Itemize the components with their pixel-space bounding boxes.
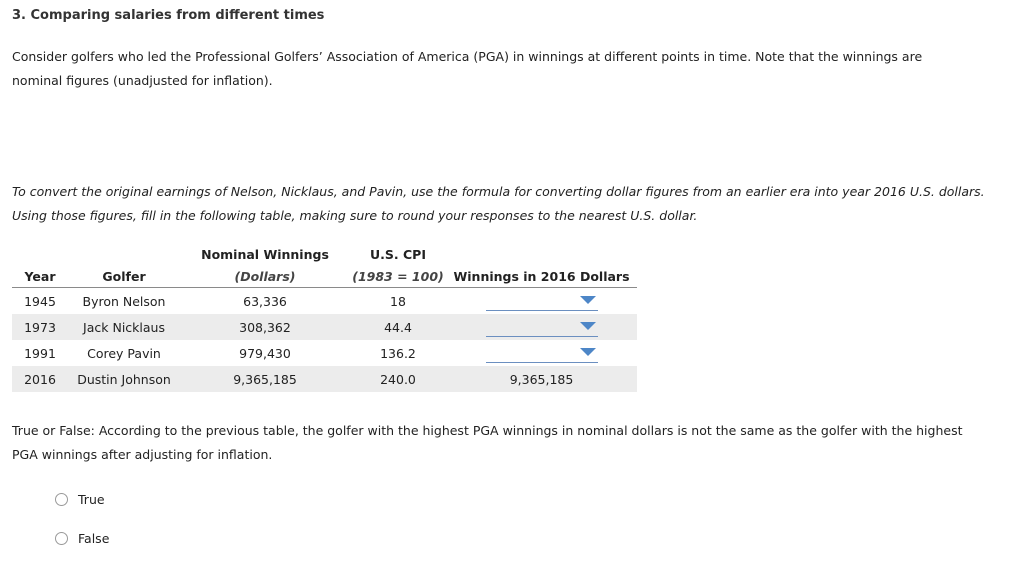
salary-table (12, 243, 637, 392)
header-nominal-units: (Dollars) (180, 265, 350, 288)
cell-cpi: 18 (390, 293, 406, 309)
cell-nominal: 63,336 (243, 293, 287, 309)
cell-golfer: Corey Pavin (87, 345, 161, 361)
dropdown-arrow-icon (580, 296, 596, 304)
section-heading: 3. Comparing salaries from different times (12, 8, 325, 23)
winnings-dropdown-pavin[interactable] (486, 344, 598, 363)
header-winnings-2016: Winnings in 2016 Dollars (446, 265, 637, 288)
cell-nominal: 308,362 (180, 314, 350, 340)
option-true-label: True (78, 492, 105, 507)
header-spacer (68, 243, 180, 265)
radio-false[interactable] (55, 532, 68, 545)
cell-winnings (446, 288, 637, 315)
cell-cpi: 44.4 (350, 314, 446, 340)
table-row (12, 288, 637, 315)
header-spacer (446, 243, 637, 265)
dropdown-arrow-icon (580, 322, 596, 330)
header-spacer (12, 243, 68, 265)
cell-golfer: Jack Nicklaus (68, 314, 180, 340)
option-false[interactable] (55, 531, 109, 546)
cell-golfer: Dustin Johnson (68, 366, 180, 392)
header-us-cpi: U.S. CPI (370, 246, 426, 262)
cell-year: 2016 (12, 366, 68, 392)
cell-cpi: 136.2 (380, 345, 416, 361)
cell-year: 1945 (24, 293, 56, 309)
option-true[interactable] (55, 492, 105, 507)
table-row (12, 340, 637, 366)
cell-golfer: Byron Nelson (82, 293, 166, 309)
radio-true[interactable] (55, 493, 68, 506)
intro-paragraph: Consider golfers who led the Professional Golfers’ Association of America (PGA) in winnings at different points in time. Note that the winnings are nominal figures (unadjusted for inflation). (12, 49, 923, 88)
winnings-dropdown-nicklaus[interactable] (486, 318, 598, 337)
true-false-question: True or False: According to the previous table, the golfer with the highest PGA winnings in nominal dollars is not the same as the golfer with the highest PGA winnings after adjusting for inflation. (12, 423, 963, 462)
cell-nominal: 9,365,185 (180, 366, 350, 392)
cell-winnings: 9,365,185 (446, 366, 637, 392)
winnings-dropdown-nelson[interactable] (486, 292, 598, 311)
cell-winnings (446, 340, 637, 366)
cell-winnings (446, 314, 637, 340)
header-golfer: Golfer (68, 265, 180, 288)
cell-cpi: 240.0 (350, 366, 446, 392)
dropdown-arrow-icon (580, 348, 596, 356)
option-false-label: False (78, 531, 110, 546)
header-cpi-base: (1983 = 100) (350, 265, 446, 288)
instructions-paragraph: To convert the original earnings of Nelson, Nicklaus, and Pavin, use the formula for converting dollar figures from an earlier era into year 2016 U.S. dollars. Using those figures, fill in the following table, making sure to round your responses to the nearest U.S. dollar. (12, 184, 985, 223)
header-nominal-winnings: Nominal Winnings (201, 246, 329, 262)
table-row (12, 314, 637, 340)
table-row (12, 366, 637, 392)
header-year: Year (12, 265, 68, 288)
cell-year: 1973 (12, 314, 68, 340)
cell-nominal: 979,430 (239, 345, 291, 361)
cell-year: 1991 (24, 345, 56, 361)
